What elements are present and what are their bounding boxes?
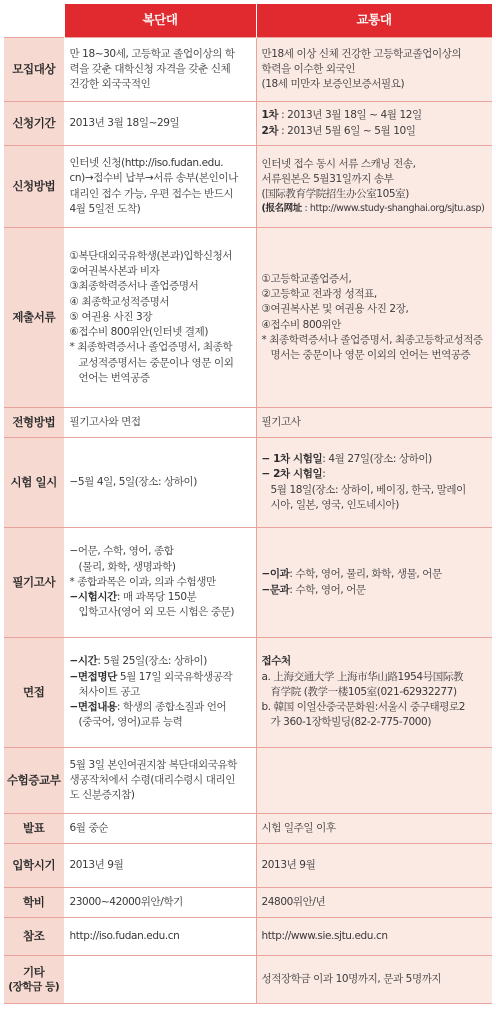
sjtu-cell bbox=[256, 528, 492, 638]
sjtu-cell bbox=[256, 918, 492, 956]
row-eligibility bbox=[4, 38, 492, 102]
cell-line: 4월 5일전 도착) bbox=[69, 202, 141, 215]
reception-title-text: 접수처 bbox=[261, 655, 291, 668]
website-label: (报名网址 bbox=[261, 203, 302, 215]
fudan-cell bbox=[64, 844, 256, 888]
row-label: 발표 bbox=[4, 814, 64, 844]
sjtu-cell bbox=[256, 146, 492, 228]
cell-line bbox=[70, 590, 251, 605]
arts-label: −문과 bbox=[261, 583, 290, 596]
row-label: 모집대상 bbox=[4, 38, 64, 102]
row-label: 필기고사 bbox=[4, 528, 64, 638]
row-label: 신청기간 bbox=[4, 102, 64, 146]
cell-line: 2013년 9월 bbox=[69, 858, 124, 871]
cell-line: −5월 4일, 5일(장소: 상하이) bbox=[69, 475, 197, 488]
round-dates: : 2013년 5월 6일 ~ 5월 10일 bbox=[278, 124, 416, 137]
cell-line: 6월 중순 bbox=[69, 821, 108, 834]
document-item: ②여권복사본과 비자 bbox=[69, 265, 160, 278]
header-fudan: 복단대 bbox=[64, 4, 256, 38]
interview-content-label: −면접내용 bbox=[69, 701, 117, 714]
cell-line: 시아, 일본, 영국, 인도네시아) bbox=[270, 498, 399, 511]
sjtu-cell bbox=[256, 38, 492, 102]
fudan-cell bbox=[64, 146, 256, 228]
document-item: ②고등학교 전과정 성적표, bbox=[261, 288, 377, 301]
exam-time-label: −시험시간 bbox=[69, 591, 117, 604]
cell-line: 인터넷 신청(http://iso.fudan.edu. bbox=[69, 157, 224, 170]
cell-line: 인터넷 접수 동시 서류 스캐닝 전송, bbox=[261, 157, 416, 170]
document-item: ③여권복사본 및 여권용 사진 2장, bbox=[261, 303, 409, 316]
row-reference bbox=[4, 918, 492, 956]
row-announcement bbox=[4, 814, 492, 844]
round-label: 2차 bbox=[261, 124, 279, 137]
interview-time-label: −시간 bbox=[69, 655, 98, 668]
second-exam-label: − 2차 시험일 bbox=[261, 468, 323, 481]
fudan-cell bbox=[64, 748, 256, 814]
cell-line: (18세 미만자 보증인보증서필요) bbox=[261, 78, 405, 91]
sjtu-cell bbox=[256, 814, 492, 844]
cell-line: 건강한 외국국적인 bbox=[69, 78, 151, 91]
comparison-table-wrapper bbox=[4, 4, 492, 1004]
header-sjtu: 교통대 bbox=[256, 4, 492, 38]
table-header-row bbox=[4, 4, 492, 38]
row-admission-ticket bbox=[4, 748, 492, 814]
fudan-cell bbox=[64, 438, 256, 528]
cell-line bbox=[70, 670, 251, 685]
cell-line: 2013년 3월 18일~29일 bbox=[69, 116, 180, 129]
row-written-exam bbox=[4, 528, 492, 638]
sjtu-cell bbox=[256, 956, 492, 1004]
cell-line: b. 韓国 이얼산중국문화원:서울시 중구태평로2 bbox=[261, 701, 466, 714]
cell-line bbox=[262, 467, 488, 482]
sjtu-website-link[interactable]: http://www.sie.sjtu.edu.cn bbox=[261, 929, 388, 942]
cell-line bbox=[262, 583, 488, 598]
sjtu-cell bbox=[256, 408, 492, 438]
cell-line: 24800위안/년 bbox=[261, 895, 326, 908]
note-line: 교성적증명서는 중문이나 영문 이외 bbox=[78, 356, 234, 369]
document-item: ③최종학력증서나 졸업증명서 bbox=[69, 280, 199, 293]
row-method bbox=[4, 146, 492, 228]
cell-line: 5월 3일 본인여권지참 복단대외국유학 bbox=[69, 758, 238, 771]
arts-subjects: : 수학, 영어, 어문 bbox=[289, 583, 366, 596]
document-item: ⑤ 여권용 사진 3장 bbox=[69, 310, 153, 323]
cell-line: 만 18~30세, 고등학교 졸업이상의 학 bbox=[69, 47, 235, 60]
cell-line: a. 上海交通大学 上海市华山路1954号国际教 bbox=[261, 670, 464, 683]
fudan-cell bbox=[64, 38, 256, 102]
note-line: 언어는 번역공증 bbox=[78, 371, 150, 384]
cell-line bbox=[70, 700, 251, 715]
fudan-cell bbox=[64, 918, 256, 956]
cell-line: 대리인 접수 가능, 우편 접수는 반드시 bbox=[69, 187, 234, 200]
header-corner bbox=[4, 4, 64, 38]
row-label: 면접 bbox=[4, 638, 64, 748]
cell-line bbox=[262, 108, 488, 123]
interview-list-value: 5월 17일 외국유학생공작 bbox=[116, 670, 233, 683]
row-exam-date bbox=[4, 438, 492, 528]
row-entrance bbox=[4, 844, 492, 888]
first-exam-label: − 1차 시험일 bbox=[261, 453, 323, 466]
sjtu-cell bbox=[256, 844, 492, 888]
cell-line: 가 360-1장학빌딩(82-2-775-7000) bbox=[270, 716, 432, 729]
row-other bbox=[4, 956, 492, 1004]
exam-time-value: : 매 과목당 150분 bbox=[116, 591, 197, 604]
cell-line: 입학고사(영어 외 모든 시험은 중문) bbox=[78, 606, 235, 619]
cell-line: 시험 일주일 이후 bbox=[261, 821, 336, 834]
row-tuition bbox=[4, 888, 492, 918]
document-item: ①고등학교졸업증서, bbox=[261, 272, 352, 285]
round-dates: : 2013년 3월 18일 ~ 4월 12일 bbox=[278, 109, 422, 122]
fudan-cell bbox=[64, 528, 256, 638]
cell-line: 2013년 9월 bbox=[261, 858, 316, 871]
second-exam-colon: : bbox=[322, 468, 326, 481]
row-label bbox=[4, 956, 64, 1004]
cell-line: (중국어, 영어)교류 능력 bbox=[78, 716, 183, 729]
row-label: 신청방법 bbox=[4, 146, 64, 228]
row-label: 전형방법 bbox=[4, 408, 64, 438]
note-line: * 최종학력증서나 졸업증명서, 최종학 bbox=[69, 341, 233, 354]
document-item: ⑥접수비 800위안(인터넷 결제) bbox=[69, 326, 209, 339]
cell-line: 처사이트 공고 bbox=[78, 685, 140, 698]
cell-line: 필기고사와 면접 bbox=[69, 415, 141, 428]
cell-line: 도 신분증지참) bbox=[69, 789, 135, 802]
round-label: 1차 bbox=[261, 109, 279, 122]
row-label: 제출서류 bbox=[4, 228, 64, 408]
cell-line: 서류원본은 5월31일까지 송부 bbox=[261, 173, 394, 185]
sjtu-cell bbox=[256, 228, 492, 408]
cell-line: (물리, 화학, 생명과학) bbox=[78, 560, 176, 573]
row-label-line: (장학금 등) bbox=[8, 981, 60, 994]
fudan-cell bbox=[64, 956, 256, 1004]
document-item: ①복단대외국유학생(본과)입학신청서 bbox=[69, 250, 233, 263]
interview-list-label: −면접명단 bbox=[69, 670, 117, 683]
reception-title bbox=[262, 654, 488, 669]
science-label: −이과 bbox=[261, 568, 290, 581]
admission-comparison-table bbox=[4, 4, 493, 1004]
cell-line: cn)→접수비 납부→서류 송부(본인이나 bbox=[69, 172, 238, 185]
fudan-cell bbox=[64, 888, 256, 918]
sjtu-cell bbox=[256, 888, 492, 918]
note-line: 명서는 중문이나 영문 이외의 언어는 번역공증 bbox=[270, 348, 471, 361]
note-line: * 최종학력증서나 졸업증명서, 최종고등학교성적증 bbox=[261, 333, 483, 346]
row-label: 시험 일시 bbox=[4, 438, 64, 528]
row-label: 입학시기 bbox=[4, 844, 64, 888]
document-item: ④접수비 800위안 bbox=[261, 318, 342, 331]
row-selection bbox=[4, 408, 492, 438]
row-label-line: 기타 bbox=[23, 964, 45, 979]
cell-line: 만18세 이상 신체 건강한 고등학교졸업이상의 bbox=[261, 47, 462, 60]
cell-line bbox=[262, 124, 488, 139]
note-line: * 종합과목은 이과, 의과 수험생만 bbox=[69, 575, 216, 588]
cell-line bbox=[262, 452, 488, 467]
sjtu-cell bbox=[256, 102, 492, 146]
cell-line: 학력을 이수한 외국인 bbox=[261, 62, 356, 75]
cell-line: −어문, 수학, 영어, 종합 bbox=[69, 545, 174, 558]
fudan-cell bbox=[64, 102, 256, 146]
science-subjects: : 수학, 영어, 물리, 화학, 생물, 어문 bbox=[289, 568, 442, 581]
row-label: 수험증교부 bbox=[4, 748, 64, 814]
cell-line: 5월 18일(장소: 상하이, 베이징, 한국, 말레이 bbox=[270, 483, 466, 496]
fudan-cell bbox=[64, 408, 256, 438]
fudan-cell bbox=[64, 814, 256, 844]
cell-line bbox=[70, 654, 251, 669]
row-label: 학비 bbox=[4, 888, 64, 918]
interview-content-value: : 학생의 종합소질과 언어 bbox=[116, 701, 227, 714]
website-url: : http://www.study-shanghai.org/sjtu.asp) bbox=[301, 203, 485, 215]
cell-line: 育学院 (教学一楼105室(021-62932277) bbox=[270, 685, 457, 698]
cell-line: 23000~42000위안/학기 bbox=[69, 895, 183, 908]
sjtu-cell bbox=[256, 438, 492, 528]
cell-line bbox=[262, 567, 488, 582]
row-interview bbox=[4, 638, 492, 748]
fudan-website-link[interactable]: http://iso.fudan.edu.cn bbox=[69, 929, 180, 942]
cell-line bbox=[262, 202, 488, 216]
sjtu-cell bbox=[256, 748, 492, 814]
row-period bbox=[4, 102, 492, 146]
office-address: (国际教育学院招生办公室105室) bbox=[261, 188, 409, 201]
document-item: ④ 최종학교성적증명서 bbox=[69, 295, 170, 308]
row-documents bbox=[4, 228, 492, 408]
cell-line: 력을 갖춘 대학신청 자격을 갖춘 신체 bbox=[69, 62, 231, 75]
cell-line: 성적장학금 이과 10명까지, 문과 5명까지 bbox=[261, 972, 442, 985]
cell-line: 필기고사 bbox=[261, 415, 301, 428]
first-exam-date: : 4월 27일(장소: 상하이) bbox=[322, 453, 432, 466]
row-label: 참조 bbox=[4, 918, 64, 956]
sjtu-cell bbox=[256, 638, 492, 748]
fudan-cell bbox=[64, 638, 256, 748]
interview-time-value: : 5월 25일(장소: 상하이) bbox=[97, 655, 207, 668]
cell-line: 생공작처에서 수령(대리수령시 대리인 bbox=[69, 773, 235, 786]
fudan-cell bbox=[64, 228, 256, 408]
